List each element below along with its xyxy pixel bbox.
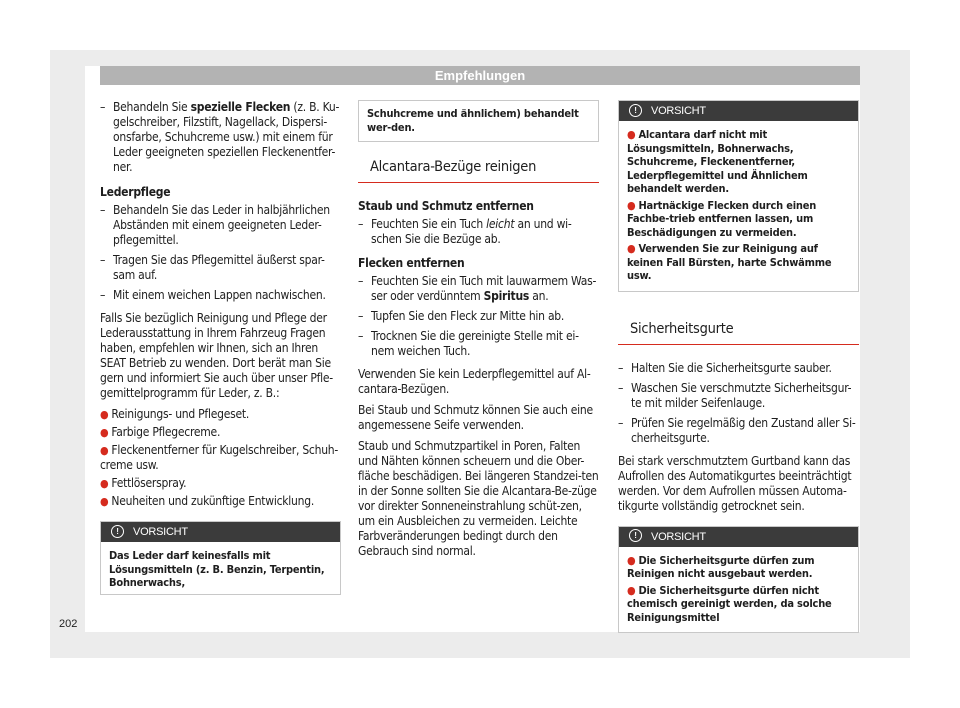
warning-icon: !: [111, 525, 124, 538]
bullet-icon: ●: [627, 583, 636, 597]
step-gurte-2: – Waschen Sie verschmutzte Sicherheitsgur-te mit milder Seifenlauge.: [618, 381, 859, 411]
bullet-item: ● Fleckenentferner für Kugelschreiber, Schuh-creme usw.: [100, 443, 339, 472]
step-gurte-1: – Halten Sie die Sicherheitsgurte sauber.: [618, 361, 859, 376]
bullet-item: ● Verwenden Sie zur Reinigung auf keinen Fall Bürsten, harte Schwämme usw.: [627, 242, 832, 282]
page-number: 202: [59, 618, 78, 630]
bullet-icon: ●: [100, 426, 109, 439]
bullet-icon: ●: [627, 198, 636, 212]
warning-box-body: [619, 121, 858, 291]
paragraph: Staub und Schmutzpartikel in Poren, Falten und Nähten können scheuern und die Ober-fläche beschädigen. Bei längeren Standzei-ten in der Sonne sollten Sie die Alcantara-Be-züge vor direkter Sonneneinstrahlung schüt-zen, um ein Ausbleichen zu vermeiden. Leichte Farbveränderungen bedingt durch den Gebrauch sind normal.: [358, 439, 599, 558]
page-header: Empfehlungen: [100, 66, 860, 85]
warning-box-title: ! VORSICHT: [619, 101, 858, 121]
heading-staub: Staub und Schmutz entfernen: [358, 199, 534, 213]
bullet-icon: ●: [100, 477, 109, 490]
bullet-item: ● Fettlöserspray.: [100, 476, 187, 490]
bullet-icon: ●: [627, 553, 636, 567]
bullet-item: ● Farbige Pflegecreme.: [100, 425, 221, 439]
section-title-sicherheitsgurte: Sicherheitsgurte: [618, 320, 859, 345]
step-leder-3: – Mit einem weichen Lappen nachwischen.: [100, 288, 341, 303]
bullet-icon: ●: [627, 128, 636, 141]
warning-icon: !: [629, 104, 642, 117]
paragraph-gurtband: Bei stark verschmutztem Gurtband kann das Aufrollen des Automatikgurtes beeinträchtigt werden. Vor dem Aufrollen müssen Automa-tikgurte vollständig getrocknet sein.: [618, 453, 852, 513]
step-flecken-1: – Feuchten Sie ein Tuch mit lauwarmem Was-ser oder verdünntem Spiritus an.: [358, 274, 599, 304]
bullet-item: ● Die Sicherheitsgurte dürfen nicht chemisch gereinigt werden, da solche Reinigungsmittel: [627, 583, 832, 624]
bullet-item: ● Die Sicherheitsgurte dürfen zum Reinigen nicht ausgebaut werden.: [627, 553, 815, 580]
bullet-icon: ●: [100, 408, 109, 421]
column-left: [100, 100, 341, 607]
bullet-icon: ●: [100, 495, 109, 508]
warning-box-title: ! VORSICHT: [619, 527, 858, 547]
bullet-item: ● Reinigungs- und Pflegeset.: [100, 407, 250, 421]
section-title-alcantara: Alcantara-Bezüge reinigen: [358, 158, 599, 183]
heading-lederpflege: Lederpflege: [100, 185, 171, 199]
warning-box-leder: [100, 521, 341, 595]
heading-flecken: Flecken entfernen: [358, 256, 465, 270]
bullet-icon: ●: [627, 242, 636, 255]
bullet-icon: ●: [100, 444, 109, 457]
step-leder-1: – Behandeln Sie das Leder in halbjährlichen Abständen mit einem geeigneten Leder-pflegemittel.: [100, 203, 341, 248]
bullet-item: ● Alcantara darf nicht mit Lösungsmitteln, Bohnerwachs, Schuhcreme, Fleckenentferner, Lederpflegemittel und Ähnlichem behandelt werden.: [627, 128, 808, 195]
paragraph: Verwenden Sie kein Lederpflegemittel auf Al-cantara-Bezügen.: [358, 367, 591, 396]
step-gurte-3: – Prüfen Sie regelmäßig den Zustand aller Si-cherheitsgurte.: [618, 416, 859, 446]
column-right: [618, 100, 859, 645]
warning-box-body: [619, 547, 858, 633]
column-middle: [358, 100, 599, 565]
warning-box-title: ! VORSICHT: [101, 522, 340, 542]
step-leder-2: – Tragen Sie das Pflegemittel äußerst spar-sam auf.: [100, 253, 341, 283]
warning-box-continued: [358, 100, 599, 142]
bullet-item: ● Hartnäckige Flecken durch einen Fachbe-trieb entfernen lassen, um Beschädigungen zu vermeiden.: [627, 198, 817, 239]
warning-box-alcantara: [618, 100, 859, 292]
warning-box-text: Schuhcreme und ähnlichem) behandelt wer-den.: [367, 107, 579, 134]
paragraph: Bei Staub und Schmutz können Sie auch eine angemessene Seife verwenden.: [358, 403, 593, 432]
warning-box-text: Das Leder darf keinesfalls mit Lösungsmitteln (z. B. Benzin, Terpentin, Bohnerwachs,: [109, 549, 325, 589]
paragraph-lederausstattung: Falls Sie bezüglich Reinigung und Pflege der Lederausstattung in Ihrem Fahrzeug Fragen haben, empfehlen wir Ihnen, sich an Ihren SEAT Betrieb zu wenden. Dort berät man Sie gern und informiert Sie auch über unser Pfle-gemittelprogramm für Leder, z. B.:: [100, 311, 333, 400]
warning-box-gurte: [618, 526, 859, 634]
step-staub: – Feuchten Sie ein Tuch leicht an und wi-schen Sie die Bezüge ab.: [358, 217, 599, 247]
step-spezielle-flecken: – Behandeln Sie spezielle Flecken (z. B. Ku-gelschreiber, Filzstift, Nagellack, Dispersi-onsfarbe, Schuhcreme usw.) mit einem für Leder geeigneten speziellen Fleckenentfer-ner.: [100, 100, 341, 175]
warning-icon: !: [629, 529, 642, 542]
bullet-item: ● Neuheiten und zukünftige Entwicklung.: [100, 494, 315, 508]
step-flecken-2: – Tupfen Sie den Fleck zur Mitte hin ab.: [358, 309, 599, 324]
step-flecken-3: – Trocknen Sie die gereinigte Stelle mit ei-nem weichen Tuch.: [358, 329, 599, 359]
